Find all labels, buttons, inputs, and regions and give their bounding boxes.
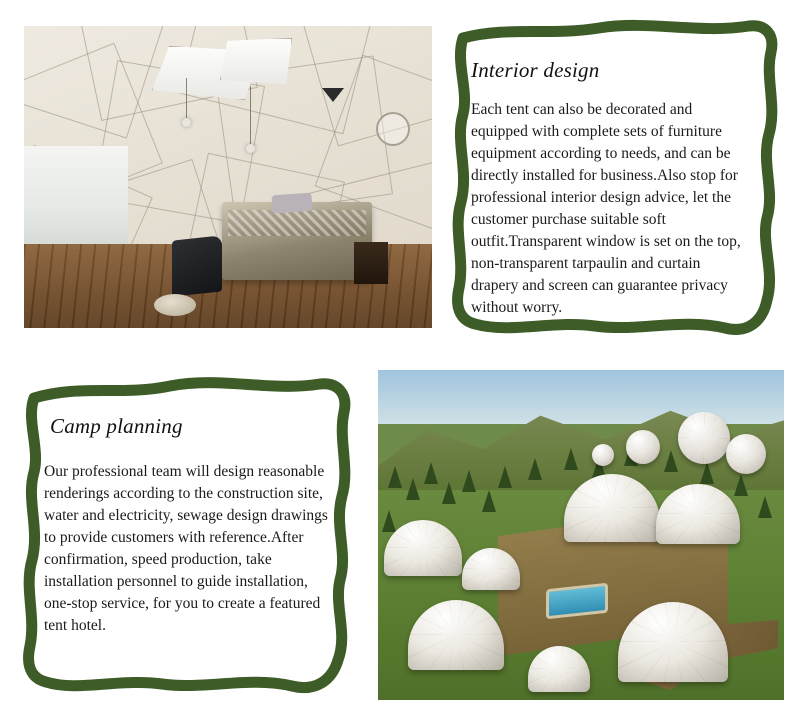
interior-design-title: Interior design — [471, 58, 600, 82]
camp-planning-title: Camp planning — [50, 414, 183, 438]
lounge-chair — [172, 235, 222, 296]
pendant-lamp-icon — [182, 118, 191, 127]
dome-tent-interior-photo — [24, 26, 432, 328]
camp-planning-body: Our professional team will design reasonable renderings according to the construction site, water and electricity, sewage design drawings to provide customers with reference.After confirmation, speed production, take installation personnel to guide installation, one-stop service, for you to create a featured tent hotel. — [44, 463, 328, 634]
interior-scene — [24, 26, 432, 328]
floor-pouf — [154, 294, 196, 316]
dome-tent-camp-resort-photo — [378, 370, 784, 700]
pendant-lamp-icon — [246, 144, 255, 153]
ceiling-vent-marker-icon — [322, 88, 344, 102]
camp-scene — [378, 370, 784, 700]
geodesic-dome — [678, 412, 730, 464]
geodesic-dome — [626, 430, 660, 464]
side-table — [354, 242, 388, 284]
interior-design-content — [449, 18, 784, 340]
skylight-window-secondary — [220, 38, 292, 86]
geodesic-dome — [726, 434, 766, 474]
geodesic-dome — [592, 444, 614, 466]
camp-planning-content — [18, 374, 358, 696]
pillow — [271, 193, 312, 214]
ceiling-vent-icon — [376, 112, 410, 146]
camp-planning-panel — [18, 374, 358, 696]
bed — [222, 202, 372, 280]
interior-design-panel — [449, 18, 784, 340]
interior-design-body: Each tent can also be decorated and equipped with complete sets of furniture equipment according to needs, and can be directly installed for business.Also stop for professional interior design advice, let the customer purchase suitable soft outfit.Transparent window is set on the top, non-transparent tarpaulin and curtain drapery and screen can guarantee privacy without worry. — [471, 101, 741, 316]
